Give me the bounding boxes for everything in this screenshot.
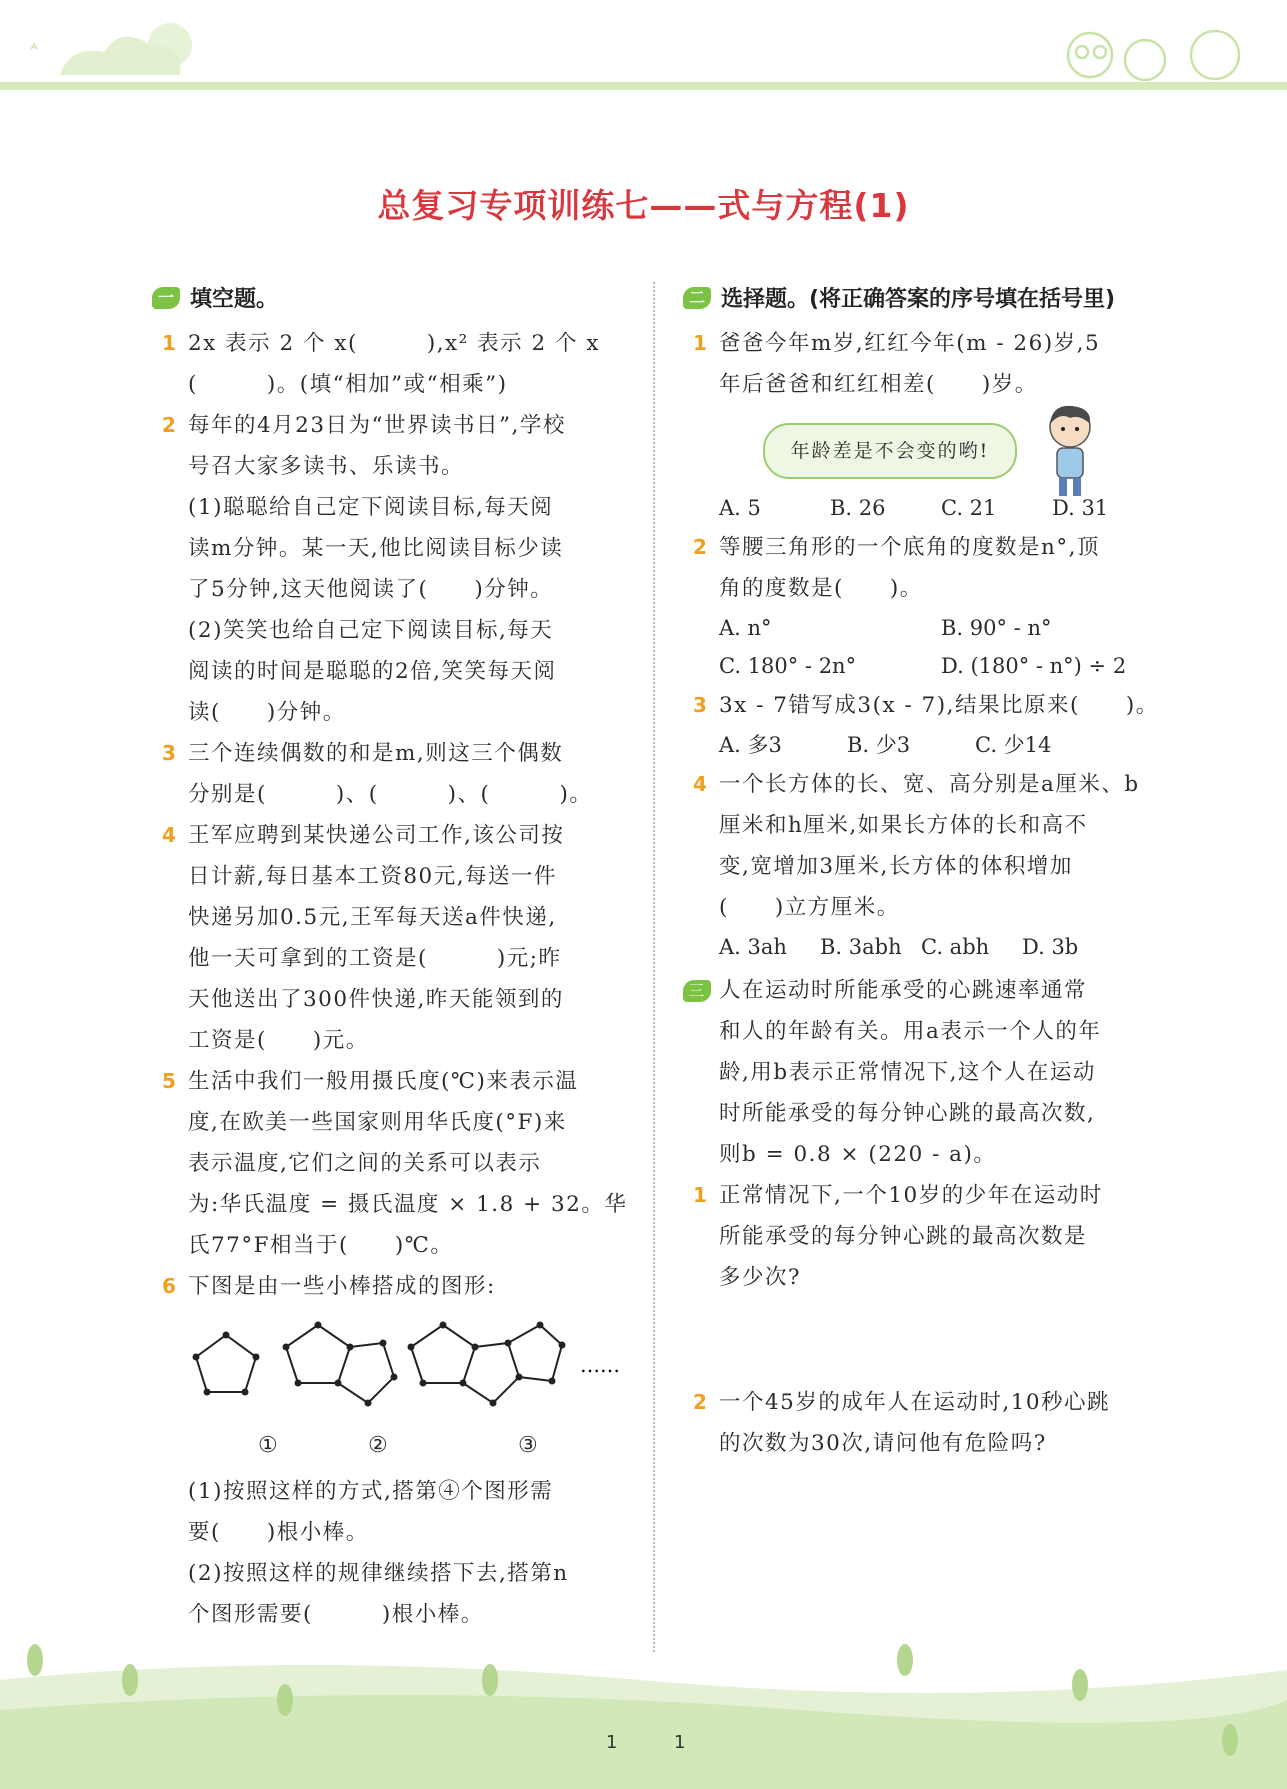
section-choice-heading [683, 282, 1163, 313]
question-text: 生活中我们一般用摄氏度(℃)来表示温 [188, 1069, 579, 1094]
column-divider [653, 282, 655, 1652]
option-d: D. 31 [1052, 496, 1109, 520]
subquestion-text: 阅读的时间是聪聪的2倍,笑笑每天阅 [188, 659, 557, 684]
page-title: 总复习专项训练七——式与方程(1) [377, 186, 910, 225]
header-decoration [0, 0, 1287, 100]
question-number: 3 [162, 741, 178, 765]
question-3 [152, 733, 632, 815]
intro-text: 时所能承受的每分钟心跳的最高次数, [719, 1101, 1096, 1126]
question-text: 的次数为30次,请问他有危险吗? [719, 1431, 1047, 1456]
question-text: 所能承受的每分钟心跳的最高次数是 [719, 1224, 1088, 1249]
question-text: 变,宽增加3厘米,长方体的体积增加 [719, 854, 1073, 879]
question-4 [683, 764, 1163, 928]
question-6-subquestions [152, 1471, 632, 1635]
footer-landscape-decoration [0, 1640, 1287, 1789]
section-badge: 二 [683, 287, 711, 309]
question-number: 2 [162, 413, 178, 437]
question-4 [152, 815, 632, 1061]
question-text: 工资是( )元。 [188, 1028, 369, 1053]
question-number: 3 [693, 693, 709, 717]
question-text: 厘米和h厘米,如果长方体的长和高不 [719, 813, 1088, 838]
intro-text: 则b = 0.8 × (220 - a)。 [719, 1142, 997, 1167]
question-text: ( )。(填“相加”或“相乘”) [188, 372, 508, 397]
question-text: 下图是由一些小棒搭成的图形: [188, 1274, 496, 1299]
question-1 [683, 323, 1163, 405]
subquestion-text: (1)聪聪给自己定下阅读目标,每天阅 [188, 495, 554, 520]
cartoon-boy-illustration [1040, 402, 1100, 502]
question-number: 4 [162, 823, 178, 847]
option-d: D. 3b [1022, 935, 1079, 959]
question-text: 分别是( )、( )、( )。 [188, 782, 593, 807]
subquestion-text: 了5分钟,这天他阅读了( )分钟。 [188, 577, 554, 602]
question-number: 4 [693, 772, 709, 796]
figure-labels [188, 1431, 632, 1461]
option-c: C. 180° - 2n° [719, 654, 857, 678]
question-text: 爸爸今年m岁,红红今年(m - 26)岁,5 [719, 331, 1101, 356]
question-text: 快递另加0.5元,王军每天送a件快递, [188, 905, 557, 930]
option-b: B. 90° - n° [941, 616, 1052, 640]
question-text: 氏77°F相当于( )℃。 [188, 1233, 454, 1258]
question-2 [152, 405, 632, 733]
left-column [152, 278, 632, 1635]
subquestion-text: (1)按照这样的方式,搭第④个图形需 [188, 1479, 554, 1504]
question-1 [152, 323, 632, 405]
option-b: B. 26 [830, 496, 886, 520]
question-text: 号召大家多读书、乐读书。 [188, 454, 465, 479]
subquestion-text: 个图形需要( )根小棒。 [188, 1602, 484, 1627]
figure-label: ② [368, 1433, 388, 1458]
option-d: D. (180° - n°) ÷ 2 [941, 654, 1127, 678]
question-number: 1 [162, 331, 178, 355]
question-number: 1 [693, 331, 709, 355]
question-number: 5 [162, 1069, 178, 1093]
question-text: 三个连续偶数的和是m,则这三个偶数 [188, 741, 564, 766]
speech-bubble: 年龄差是不会变的哟! [763, 423, 1017, 479]
question-1 [683, 1175, 1163, 1298]
subquestion-text: (2)按照这样的规律继续搭下去,搭第n [188, 1561, 569, 1586]
page-number: 1 [606, 1732, 618, 1753]
option-b: B. 少3 [847, 733, 911, 757]
animal-friends-icon [1068, 31, 1239, 80]
question-text: 他一天可拿到的工资是( )元;昨 [188, 946, 562, 971]
section-title: 选择题。(将正确答案的序号填在括号里) [721, 287, 1116, 312]
options-row [683, 726, 1163, 764]
question-text: 年后爸爸和红红相差( )岁。 [719, 372, 1038, 397]
question-text: 一个长方体的长、宽、高分别是a厘米、b [719, 772, 1140, 797]
question-6 [152, 1266, 632, 1307]
figure-label: ③ [518, 1433, 538, 1458]
question-text: 角的度数是( )。 [719, 576, 923, 601]
section-title: 填空题。 [190, 287, 279, 312]
option-a: A. 多3 [719, 733, 782, 757]
options-row [683, 928, 1163, 966]
question-text: 表示温度,它们之间的关系可以表示 [188, 1151, 542, 1176]
question-text: 等腰三角形的一个底角的度数是n°,顶 [719, 535, 1100, 560]
question-text: 天他送出了300件快递,昨天能领到的 [188, 987, 564, 1012]
subquestion-text: (2)笑笑也给自己定下阅读目标,每天 [188, 618, 554, 643]
question-text: 度,在欧美一些国家则用华氏度(°F)来 [188, 1110, 567, 1135]
pentagon-stick-figures [188, 1317, 632, 1467]
question-number: 1 [693, 1183, 709, 1207]
section-3-intro [683, 970, 1163, 1175]
question-text: ( )立方厘米。 [719, 895, 900, 920]
section-badge: 三 [683, 980, 711, 1002]
pentagon-figures-svg [188, 1317, 628, 1427]
option-b: B. 3abh [820, 935, 902, 959]
figure-label: ① [258, 1433, 278, 1458]
question-3 [683, 685, 1163, 726]
question-text: 3x - 7错写成3(x - 7),结果比原来( )。 [719, 693, 1159, 718]
page-number: 1 [674, 1732, 686, 1753]
option-c: C. abh [921, 935, 990, 959]
option-a: A. 5 [719, 496, 761, 520]
question-text: 多少次? [719, 1265, 802, 1290]
section-fill-in-heading [152, 282, 632, 313]
question-text: 一个45岁的成年人在运动时,10秒心跳 [719, 1390, 1111, 1415]
question-text: 王军应聘到某快递公司工作,该公司按 [188, 823, 565, 848]
question-number: 2 [693, 1390, 709, 1414]
intro-text: 龄,用b表示正常情况下,这个人在运动 [719, 1060, 1096, 1085]
subquestion-text: 读( )分钟。 [188, 700, 346, 725]
question-text: 日计薪,每日基本工资80元,每送一件 [188, 864, 558, 889]
question-text: 每年的4月23日为“世界读书日”,学校 [188, 413, 566, 438]
question-text: 正常情况下,一个10岁的少年在运动时 [719, 1183, 1103, 1208]
intro-text: 和人的年龄有关。用a表示一个人的年 [719, 1019, 1102, 1044]
option-a: A. 3ah [719, 935, 787, 959]
question-2 [683, 527, 1163, 609]
intro-text: 人在运动时所能承受的心跳速率通常 [719, 978, 1088, 1003]
ellipsis-mark: …… [580, 1353, 620, 1377]
option-c: C. 21 [941, 496, 997, 520]
question-text: 2x 表示 2 个 x( ),x² 表示 2 个 x [188, 331, 600, 356]
question-5 [152, 1061, 632, 1266]
question-number: 2 [693, 535, 709, 559]
options-grid [683, 609, 1163, 685]
option-c: C. 少14 [975, 733, 1052, 757]
question-text: 为:华氏温度 = 摄氏温度 × 1.8 + 32。华 [188, 1192, 628, 1217]
subquestion-text: 要( )根小棒。 [188, 1520, 369, 1545]
subquestion-text: 读m分钟。某一天,他比阅读目标少读 [188, 536, 564, 561]
option-a: A. n° [719, 616, 772, 640]
section-badge: 一 [152, 287, 180, 309]
question-number: 6 [162, 1274, 178, 1298]
question-2 [683, 1382, 1163, 1464]
